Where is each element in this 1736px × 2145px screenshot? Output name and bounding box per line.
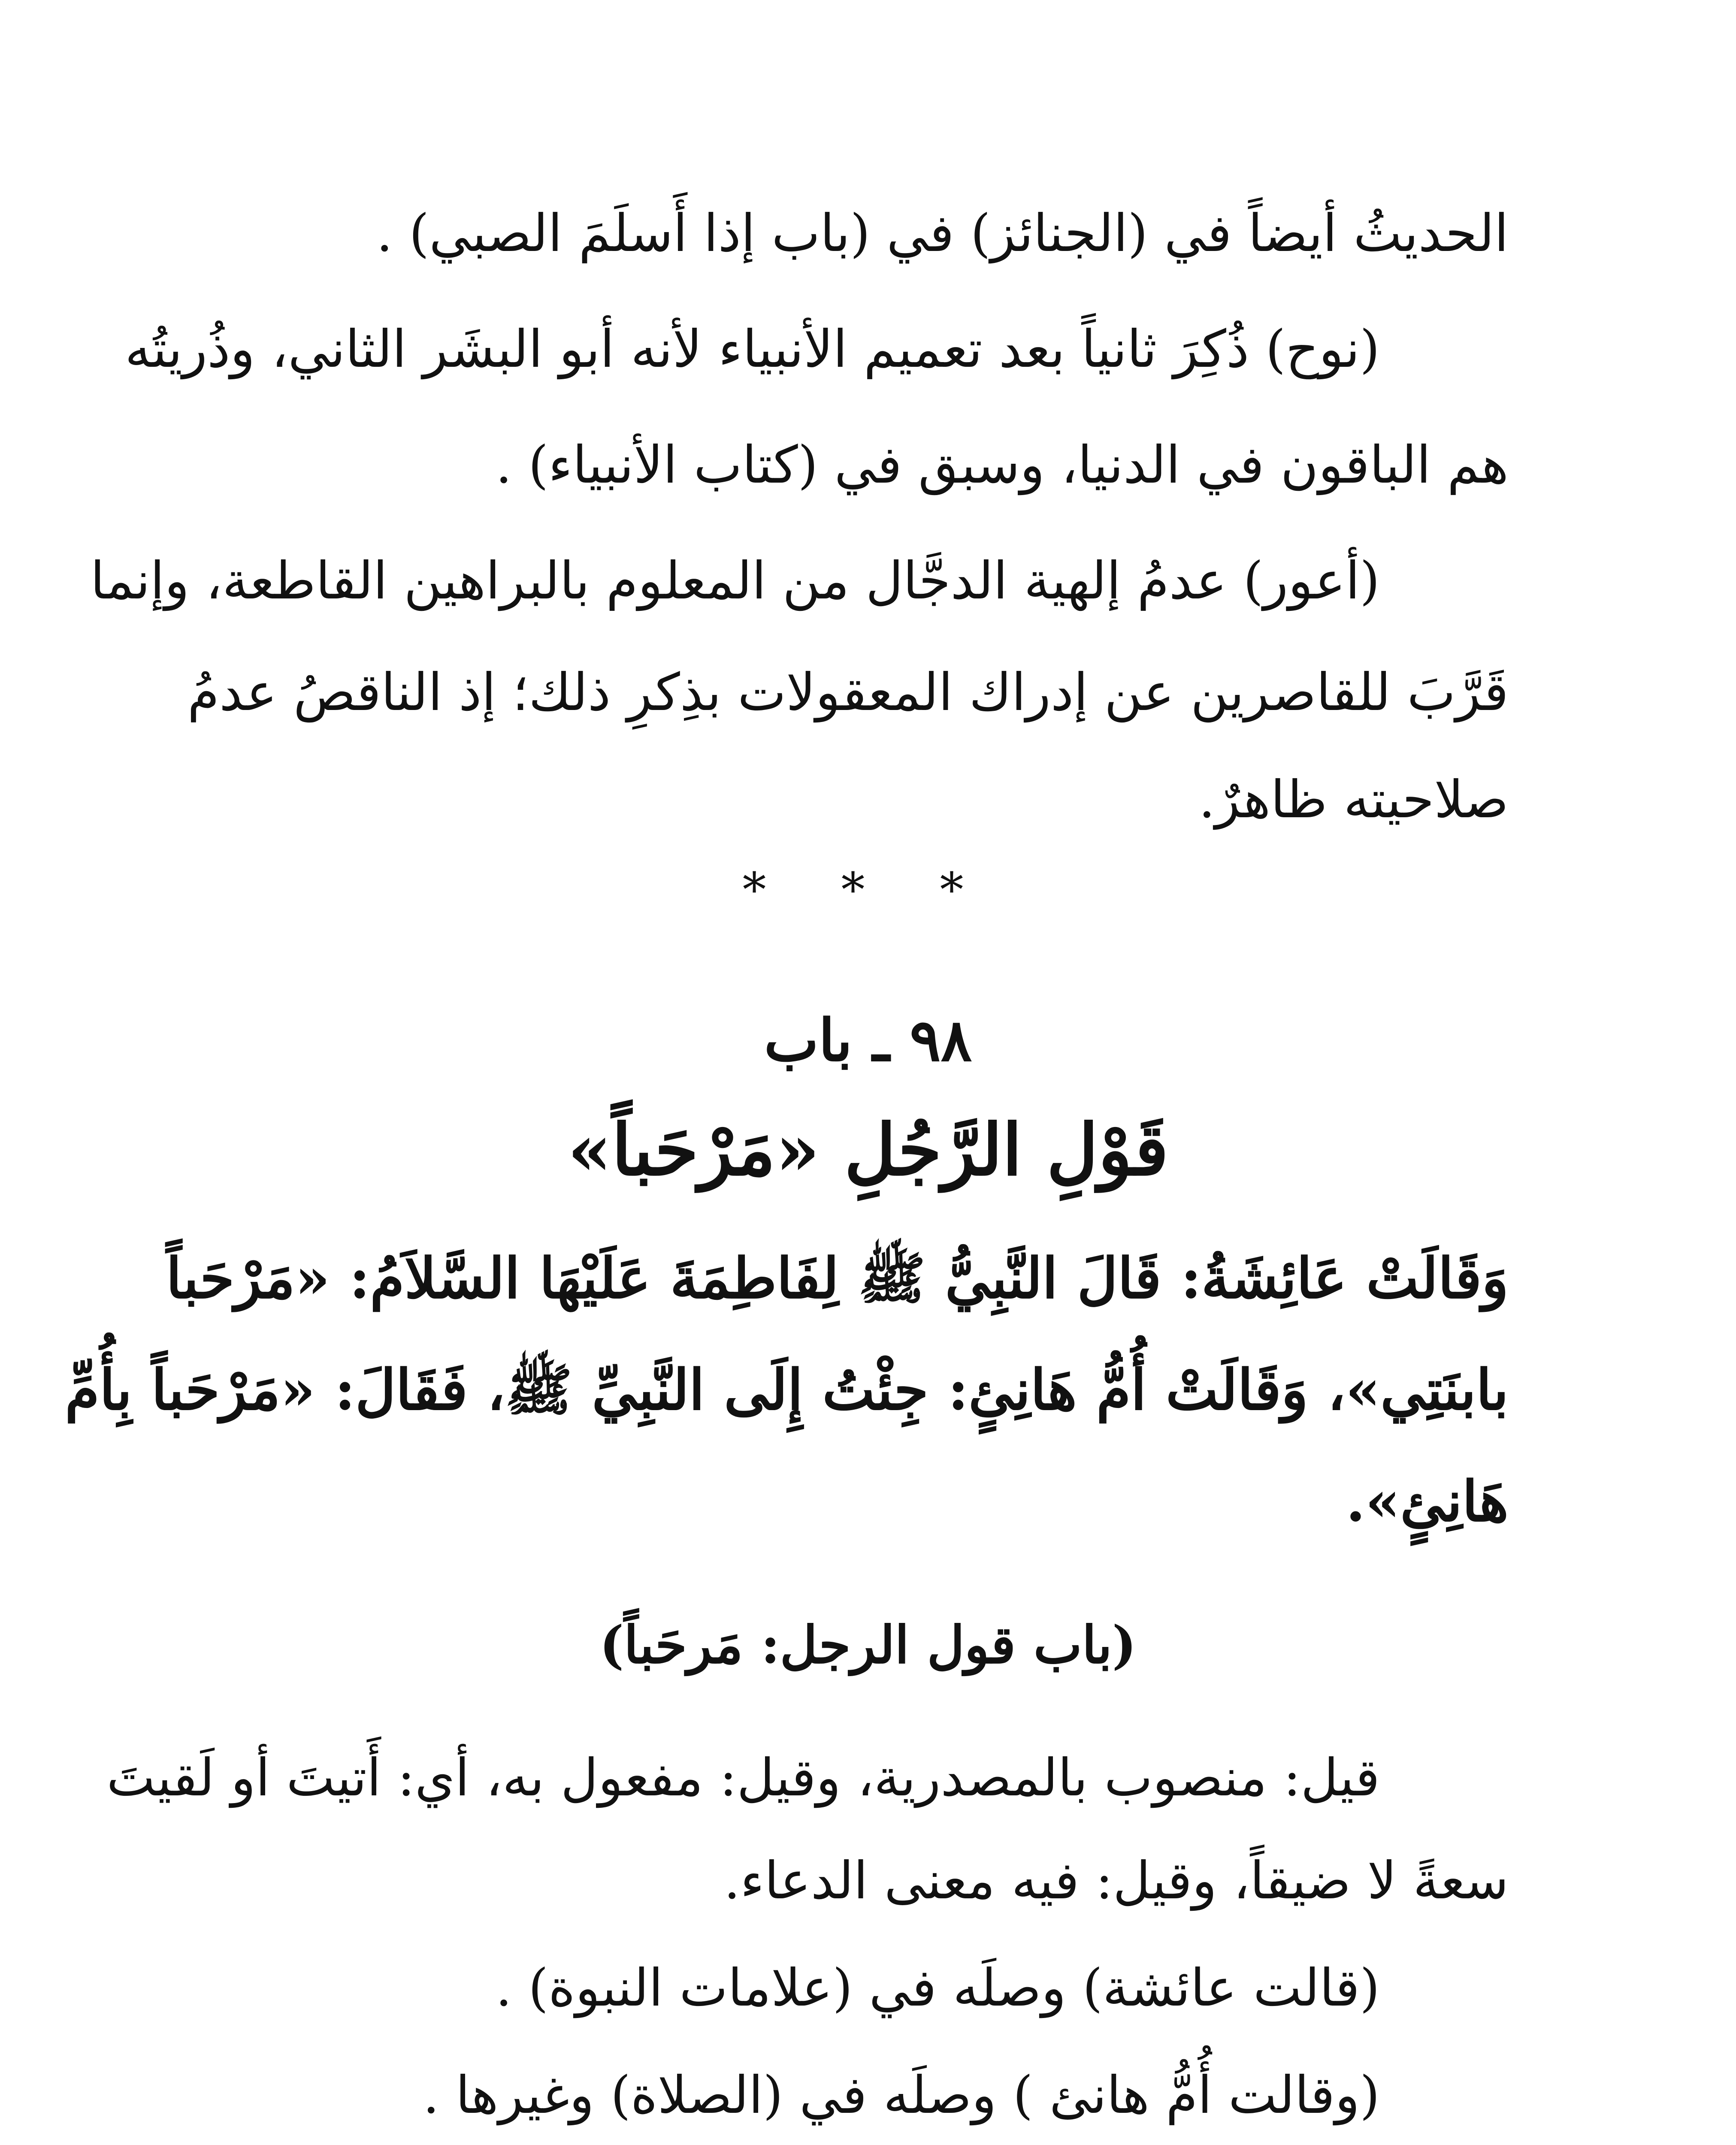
commentary-bottom-line-3: (قالت عائشة) وصلَه في (علامات النبوة) . (495, 1958, 1380, 2018)
commentary-bottom-line-2: سعةً لا ضيقاً، وقيل: فيه معنى الدعاء. (724, 1851, 1509, 1911)
hadith-line-2: بابنَتِي»، وَقَالَتْ أُمُّ هَانِئٍ: جِئْتُ إِلَى النَّبِيِّ ﷺ، فَقَالَ: «مَرْحَباً بِأُمِّ (65, 1357, 1509, 1423)
chapter-title: قَوْلِ الرَّجُلِ «مَرْحَباً» (567, 1108, 1169, 1191)
commentary-line-6: صلاحيته ظاهرٌ. (1198, 770, 1509, 830)
hadith-line-3: هَانِئٍ». (1346, 1468, 1509, 1534)
commentary-line-4: (أعور) عدمُ إلهية الدجَّال من المعلوم بالبراهين القاطعة، وإنما (90, 551, 1380, 611)
commentary-bottom-line-4: (وقالت أُمُّ هانئ ) وصلَه في (الصلاة) وغيرها . (423, 2066, 1380, 2125)
commentary-bottom-line-1: قيل: منصوب بالمصدرية، وقيل: مفعول به، أي: أَتيتَ أو لَقيتَ (106, 1748, 1380, 1808)
commentary-line-1-text: الحديثُ أيضاً في (الجنائز) في (باب إذا أَسلَمَ الصبي) . (376, 204, 1509, 263)
commentary-line-1 (257, 202, 1509, 266)
commentary-line-2: (نوح) ذُكِرَ ثانياً بعد تعميم الأنبياء لأنه أبو البشَر الثاني، وذُريتُه (125, 320, 1380, 379)
commentary-line-3: هم الباقون في الدنيا، وسبق في (كتاب الأنبياء) . (495, 435, 1509, 495)
section-separator: * * * (742, 862, 994, 917)
commentary-line-5: قَرَّبَ للقاصرين عن إدراك المعقولات بذِكرِ ذلك؛ إذ الناقصُ عدمُ (187, 663, 1509, 722)
commentary-heading: (باب قول الرجل: مَرحَباً) (599, 1615, 1137, 1675)
hadith-line-1: وَقَالَتْ عَائِشَةُ: قَالَ النَّبِيُّ ﷺ لِفَاطِمَةَ عَلَيْهَا السَّلاَمُ: «مَرْحَباً (166, 1245, 1509, 1311)
chapter-heading: ٩٨ ـ باب (764, 1006, 972, 1074)
